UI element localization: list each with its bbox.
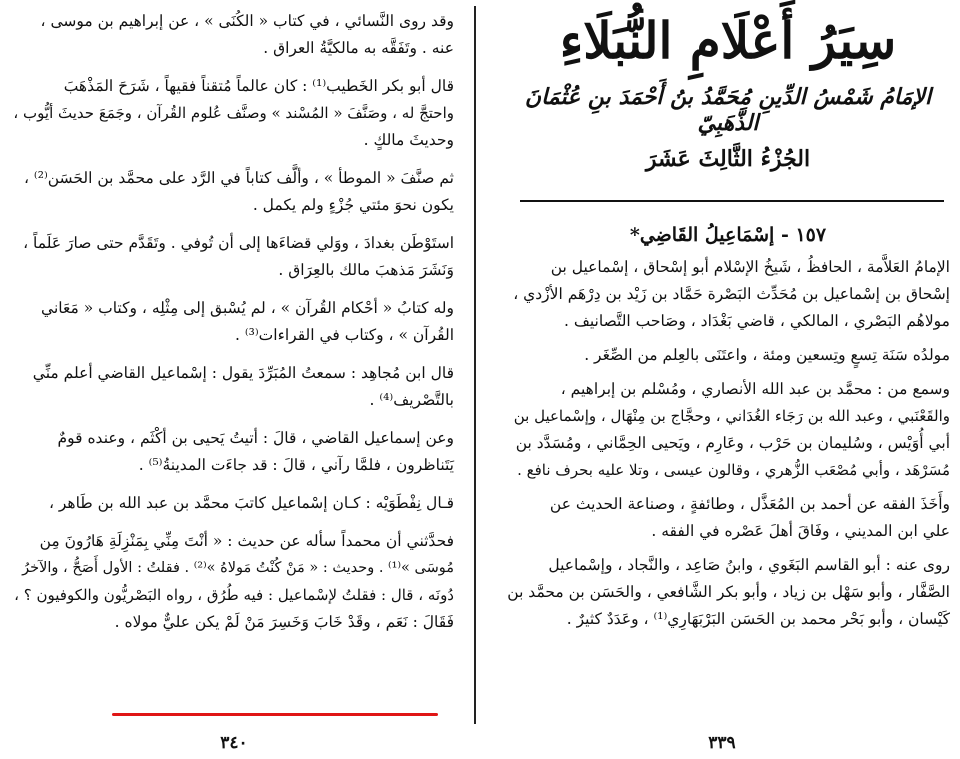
paragraph xyxy=(12,490,454,517)
text-line: القُرآن » ، وكتاب في القراءات⁽³⁾ . xyxy=(234,326,454,344)
text-line: قـال نِفْطَوَيْه : كـان إسْماعيل كاتبَ محمَّد بن عبد الله بن طَاهر ، xyxy=(48,494,454,512)
text-line: الصَّفَّار ، وأبو سَهْل بن زياد ، وأبو بكر الشَّافعي ، والحَسَن بن محمَّد بن xyxy=(507,583,950,601)
book-title: سِيَرُ أَعْلَامِ النُّبَلَاءِ xyxy=(559,11,897,70)
paragraph xyxy=(12,230,454,284)
paragraph xyxy=(12,8,454,62)
text-line: قال أبو بكر الخَطيب⁽¹⁾ : كان عالماً مُتقناً فقيهاً ، شَرَحَ المَذْهَبَ xyxy=(63,77,454,95)
text-line: وأَخَذَ الفقه عن أحمد بن المُعَذَّل ، وطائفةٍ ، وصناعة الحديث عن xyxy=(549,495,950,513)
right-page-body xyxy=(506,254,950,633)
paragraph xyxy=(12,528,454,636)
text-line: علي ابن المديني ، وفَاقَ أهلَ عَصْره في الفقه . xyxy=(651,522,950,540)
text-line: ثم صنَّفَ « الموطأ » ، وألَّف كتاباً في الرَّد على محمَّد بن الحَسَن⁽²⁾ ، xyxy=(23,169,454,187)
text-line: مولاهُم البَصْري ، المالكي ، قاضي بَغْدَاد ، وصَاحب التَّصانيف . xyxy=(563,312,950,330)
paragraph xyxy=(506,552,950,633)
paragraph xyxy=(506,376,950,484)
text-line: قال ابن مُجاهِد : سمعتُ المُبَرِّدَ يقول : إسْماعيل القاضي أعلم منِّي xyxy=(32,364,454,382)
paragraph xyxy=(12,73,454,154)
text-line: وله كتابُ « أحْكام القُرآن » ، لم يُسْبق إلى مِثْلِه ، وكتاب « مَعَاني xyxy=(41,299,454,317)
right-page xyxy=(484,0,960,759)
text-line: وسمع من : محمَّد بن عبد الله الأنصاري ، ومُسْلم بن إبراهيم ، xyxy=(560,380,950,398)
text-line: والقَعْنَبي ، وعبد الله بن رَجَاء الغُدَاني ، وحجَّاج بن مِنْهَال ، وإسْماعيل بن xyxy=(513,407,950,425)
text-line: مُوسَى »⁽¹⁾ . وحديث : « مَنْ كُنْتُ مَولاهُ »⁽²⁾ . فقلتُ : الأول أَصَحُّ ، والآخرُ xyxy=(22,560,454,576)
text-line: وَنَشَرَ مَذهبَ مالك بالعِرَاق . xyxy=(278,261,454,279)
left-page-body xyxy=(12,0,454,636)
paragraph xyxy=(12,360,454,414)
text-line: الإمامُ العَلاَّمة ، الحافظُ ، شَيخُ الإسْلام أبو إسْحاق ، إسْماعيل بن xyxy=(550,258,950,276)
text-line: إسْحاق بن إسْماعيل بن مُحَدِّث البَصْرة حَمَّاد بن زَيْد بن دِرْهَم الأزْدي ، xyxy=(513,285,950,303)
text-line: فحدَّثني أن محمداً سأله عن حديث : « أنْتَ مِنِّي بِمَنْزِلَةِ هَارُونَ مِن xyxy=(39,532,454,550)
author-line: الإمَامُ شَمْسُ الدِّينِ مُحَمَّدُ بنُ أَحْمَدَ بنِ عُثْمَانَ الذَّهَبِيّ xyxy=(524,84,932,136)
page-divider xyxy=(474,6,476,724)
title-rule xyxy=(520,200,944,202)
text-line: مولدُه سَنَة تِسعٍ وتِسعين ومئة ، واعتَنَى بالعِلم من الصِّغَر . xyxy=(584,346,950,364)
paragraph xyxy=(506,491,950,545)
right-page-number: ٣٣٩ xyxy=(708,733,736,753)
text-line: وعن إسماعيل القاضي ، قالَ : أتيتُ يَحيى بن أكْثَم ، وعنده قومٌ xyxy=(57,429,454,447)
highlight-underline xyxy=(112,713,438,716)
text-line: واحتجَّ له ، وصَنَّفَ « المُسْند » وصنَّف عُلوم القُرآن ، وجَمَعَ حديثَ أيُّوب ، xyxy=(13,104,454,122)
text-line: مُسَرْهَد ، وأبي مُصْعَب الزُّهري ، وقالون عيسى ، وتلا عليه بحرف نافع . xyxy=(517,461,950,479)
entry-heading: ١٥٧ - إسْمَاعِيلُ القَاضِي* xyxy=(629,224,827,246)
paragraph xyxy=(12,425,454,479)
paragraph xyxy=(12,165,454,219)
paragraph xyxy=(506,342,950,369)
paragraph xyxy=(12,295,454,349)
text-line: بالتَّصْريف⁽⁴⁾ . xyxy=(369,391,454,409)
paragraph xyxy=(506,254,950,335)
left-page-number: ٣٤٠ xyxy=(220,733,248,753)
text-line: يَتَناظرون ، فلمَّا رآني ، قالَ : قد جاءَت المدينةُ⁽⁵⁾ . xyxy=(138,456,454,474)
text-line: أبي أُوَيْس ، وسُليمان بن حَرْب ، وعَارِم ، ويَحيى الحِمَّاني ، ومُسَدَّد بن xyxy=(515,434,950,452)
text-line: روى عنه : أبو القاسم البَغَوي ، وابنُ صَاعِد ، والنَّجاد ، وإسْماعيل xyxy=(548,556,950,574)
text-line: وقد روى النَّسائي ، في كتاب « الكُنَى » ، عن إبراهيم بن موسى ، xyxy=(40,12,454,30)
volume-label: الجُزْءُ الثَّالِثَ عَشَرَ xyxy=(645,146,811,172)
text-line: يكون نحوَ مئتي جُزْءٍ ولم يكمل . xyxy=(252,196,454,214)
left-page xyxy=(0,0,468,759)
text-line: فَقَالَ : نَعَم ، وقَدْ خَابَ وَخَسِرَ مَنْ لَمْ يكن عليٌّ مولاه . xyxy=(114,613,454,631)
text-line: وحديثَ مالكٍ . xyxy=(363,131,454,149)
text-line: دُونَه ، قال : فقلتُ لإسْماعيل : فيه طُرُق ، رواه البَصْريُّون والكوفيون ؟ ، xyxy=(14,586,454,604)
text-line: كَيْسان ، وأبو بَحْر محمد بن الحَسَن البَرْبَهَارِي⁽¹⁾ ، وعَدَدٌ كثيرٌ . xyxy=(566,610,950,628)
text-line: عنه . وتَفَقَّه به مالكيَّةُ العراق . xyxy=(263,39,454,57)
text-line: استَوْطَن بغدادَ ، ووَلي قضاءَها إلى أن تُوفي . وتَقَدَّم حتى صارَ عَلَماً ، xyxy=(23,234,454,252)
